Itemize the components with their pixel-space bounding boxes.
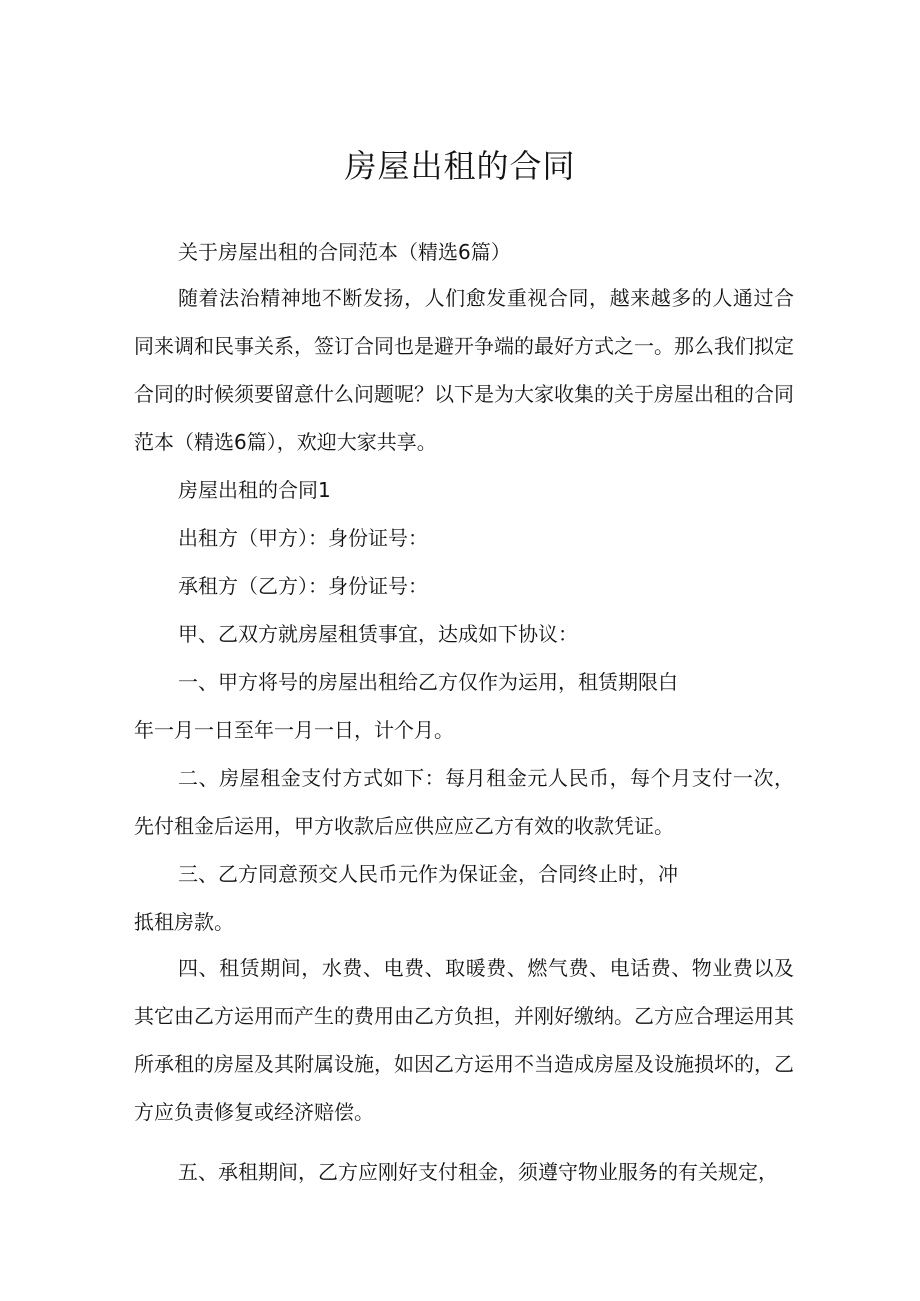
lessee-line: 承租方（乙方）：身份证号： [178, 574, 428, 598]
clause-1-line-1: 一、甲方将号的房屋出租给乙方仅作为运用，租赁期限白 [178, 670, 678, 694]
document-subtitle: 关于房屋出租的合同范本（精选6篇） [178, 240, 511, 264]
clause-4: 四、租赁期间，水费、电费、取暖费、燃气费、电话费、物业费以及其它由乙方运用而产生的费用由乙方负担，并刚好缴纳。乙方应合理运用其所承租的房屋及其附属设施，如因乙方运用不当造成房屋及设施损坏的，乙方应负责修复或经济赔偿。 [134, 956, 794, 1124]
lessor-line: 出租方（甲方）：身份证号： [178, 526, 428, 550]
clause-3-line-1: 三、乙方同意预交人民币元作为保证金，合同终止时，冲 [178, 862, 678, 886]
section-heading: 房屋出租的合同1 [178, 478, 331, 502]
intro-paragraph: 随着法治精神地不断发扬，人们愈发重视合同，越来越多的人通过合同来调和民事关系，签订合同也是避开争端的最好方式之一。那么我们拟定合同的时候须要留意什么问题呢？以下是为大家收集的关于房屋出租的合同范本（精选6篇），欢迎大家共享。 [134, 286, 794, 454]
clause-3-line-2: 抵租房款。 [134, 910, 234, 934]
clause-1-line-2: 年一月一日至年一月一日，计个月。 [134, 718, 454, 742]
document-title: 房屋出租的合同 [344, 147, 576, 185]
clause-5: 五、承租期间，乙方应刚好支付租金，须遵守物业服务的有关规定， [178, 1160, 778, 1184]
clause-2: 二、房屋租金支付方式如下：每月租金元人民币，每个月支付一次，先付租金后运用，甲方收款后应供应应乙方有效的收款凭证。 [134, 766, 794, 838]
agreement-line: 甲、乙双方就房屋租赁事宜，达成如下协议： [178, 622, 578, 646]
